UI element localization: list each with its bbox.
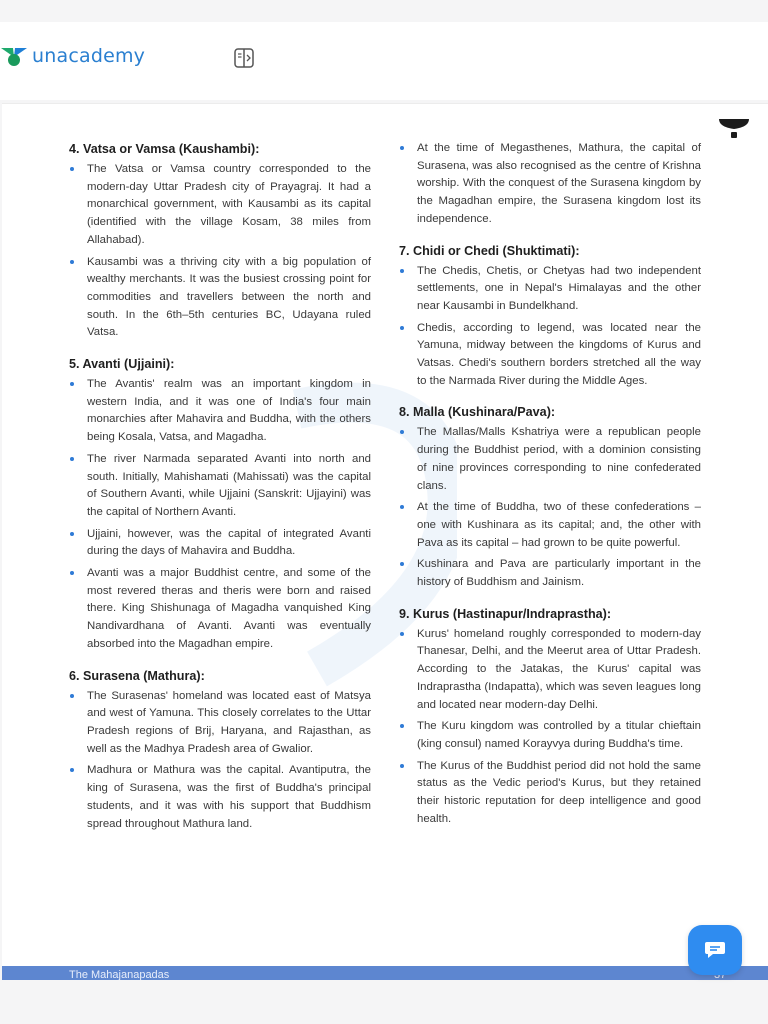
bullet-item: Avanti was a major Buddhist centre, and some of the most revered theras and theris were born and raised there. King Shishunaga of Magadha vanquished King Nandivardhana of Avanti. Avanti was eventually absorbed into the Magadhan empire.: [69, 565, 371, 654]
page-footer: [2, 966, 768, 980]
unacademy-logo[interactable]: [0, 45, 145, 67]
bullet-item: The Kurus of the Buddhist period did not hold the same status as the Vedic period's Kurus, but they retained their historic reputation for deep intelligence and good health.: [399, 758, 701, 829]
bullet-list: [399, 424, 701, 591]
left-column: [69, 140, 371, 846]
bullet-item: The Chedis, Chetis, or Chetyas had two independent settlements, one in Nepal's Himalayas and the other near Kausambi in Bundelkhand.: [399, 263, 701, 316]
bullet-item: Kausambi was a thriving city with a big population of wealthy merchants. It was the busiest crossing point for commodities and travellers between the north and south. In the 6th–5th centuries BC, Udayana ruled Vatsa.: [69, 254, 371, 343]
section-heading: 4. Vatsa or Vamsa (Kaushambi):: [69, 142, 260, 156]
unacademy-mark-icon: [718, 117, 750, 141]
section-kurus: [399, 605, 701, 829]
section-heading: 9. Kurus (Hastinapur/Indraprastha):: [399, 606, 612, 621]
bullet-list: [69, 161, 371, 342]
section-heading: 6. Surasena (Mathura):: [69, 668, 205, 683]
section-chedi: [399, 242, 701, 391]
bullet-list: [69, 376, 371, 654]
section-heading: 7. Chidi or Chedi (Shuktimati):: [399, 243, 580, 258]
bullet-item: At the time of Megasthenes, Mathura, the capital of Surasena, was also recognised as the centre of Krishna worship. With the conquest of the Surasena kingdom by the Magadhan empire, the Surasena kingdom lost its independence.: [399, 140, 701, 229]
chat-icon: [703, 940, 727, 960]
bullet-item: Kushinara and Pava are particularly important in the history of Buddhism and Jainism.: [399, 556, 701, 591]
bullet-item: Kurus' homeland roughly corresponded to modern-day Thanesar, Delhi, and the Meerut area of Uttar Pradesh. According to the Jatakas, the Kurus' capital was Indraprastha (Indapatta), which was seven leagues long and located near modern-day Delhi.: [399, 626, 701, 715]
bullet-item: The Avantis' realm was an important kingdom in western India, and it was one of India's four main monarchies after Mahavira and Buddha, with the others being Kosala, Vatsa, and Magadha.: [69, 376, 371, 447]
bullet-list: [399, 263, 701, 391]
bullet-item: The Kuru kingdom was controlled by a titular chieftain (king consul) named Korayvya during Buddha's time.: [399, 718, 701, 753]
footer-title: The Mahajanapadas: [69, 969, 170, 980]
right-column: [399, 140, 701, 842]
bullet-list: [399, 140, 701, 229]
bullet-item: The river Narmada separated Avanti into north and south. Initially, Mahishamati (Mahissati) was the capital of Southern Avanti, while Ujjaini (Sanskrit: Ujjayini) was the capital of Northern Avanti.: [69, 451, 371, 522]
section-surasena-cont: [399, 140, 701, 229]
bullet-item: The Surasenas' homeland was located east of Matsya and west of Yamuna. This closely correlates to the Uttar Pradesh regions of Brij, Haryana, and Rajasthan, as well as the Madhya Pradesh area of Gwalior.: [69, 688, 371, 759]
unacademy-logo-icon: [0, 45, 28, 67]
section-vatsa: [69, 140, 371, 342]
section-avanti: [69, 355, 371, 654]
book-reader-icon[interactable]: [233, 47, 255, 69]
section-heading: 5. Avanti (Ujjaini):: [69, 357, 175, 372]
top-strip: [0, 0, 768, 22]
bullet-item: Ujjaini, however, was the capital of integrated Avanti during the days of Mahavira and Buddha.: [69, 526, 371, 561]
section-surasena: [69, 667, 371, 834]
section-heading: 8. Malla (Kushinara/Pava):: [399, 405, 556, 420]
bullet-list: [399, 626, 701, 829]
bullet-item: Chedis, according to legend, was located near the Yamuna, midway between the kingdoms of Kurus and Vatsas. Chedi's southern borders stretched all the way to the Narmada River during the Middle Ages.: [399, 320, 701, 391]
bullet-item: Madhura or Mathura was the capital. Avantiputra, the king of Surasena, was the first of Buddha's principal students, and it was with his support that Buddhism spread throughout Mathura land.: [69, 762, 371, 833]
section-malla: [399, 403, 701, 591]
bullet-list: [69, 688, 371, 834]
bottom-area: [0, 980, 768, 1024]
chat-button[interactable]: [688, 925, 742, 975]
bullet-item: The Mallas/Malls Kshatriya were a republican people during the Buddhist period, with a dominion consisting of nine provinces corresponding to nine confederated clans.: [399, 424, 701, 495]
bullet-item: At the time of Buddha, two of these confederations – one with Kushinara as its capital; and, the other with Pava as its capital – had grown to be quite powerful.: [399, 499, 701, 552]
bullet-item: The Vatsa or Vamsa country corresponded to the modern-day Uttar Pradesh city of Prayagraj. It had a monarchical government, with Kausambi as its capital (identified with the village Kosam, 38 miles from Allahabad).: [69, 161, 371, 250]
brand-name: unacademy: [32, 45, 146, 67]
